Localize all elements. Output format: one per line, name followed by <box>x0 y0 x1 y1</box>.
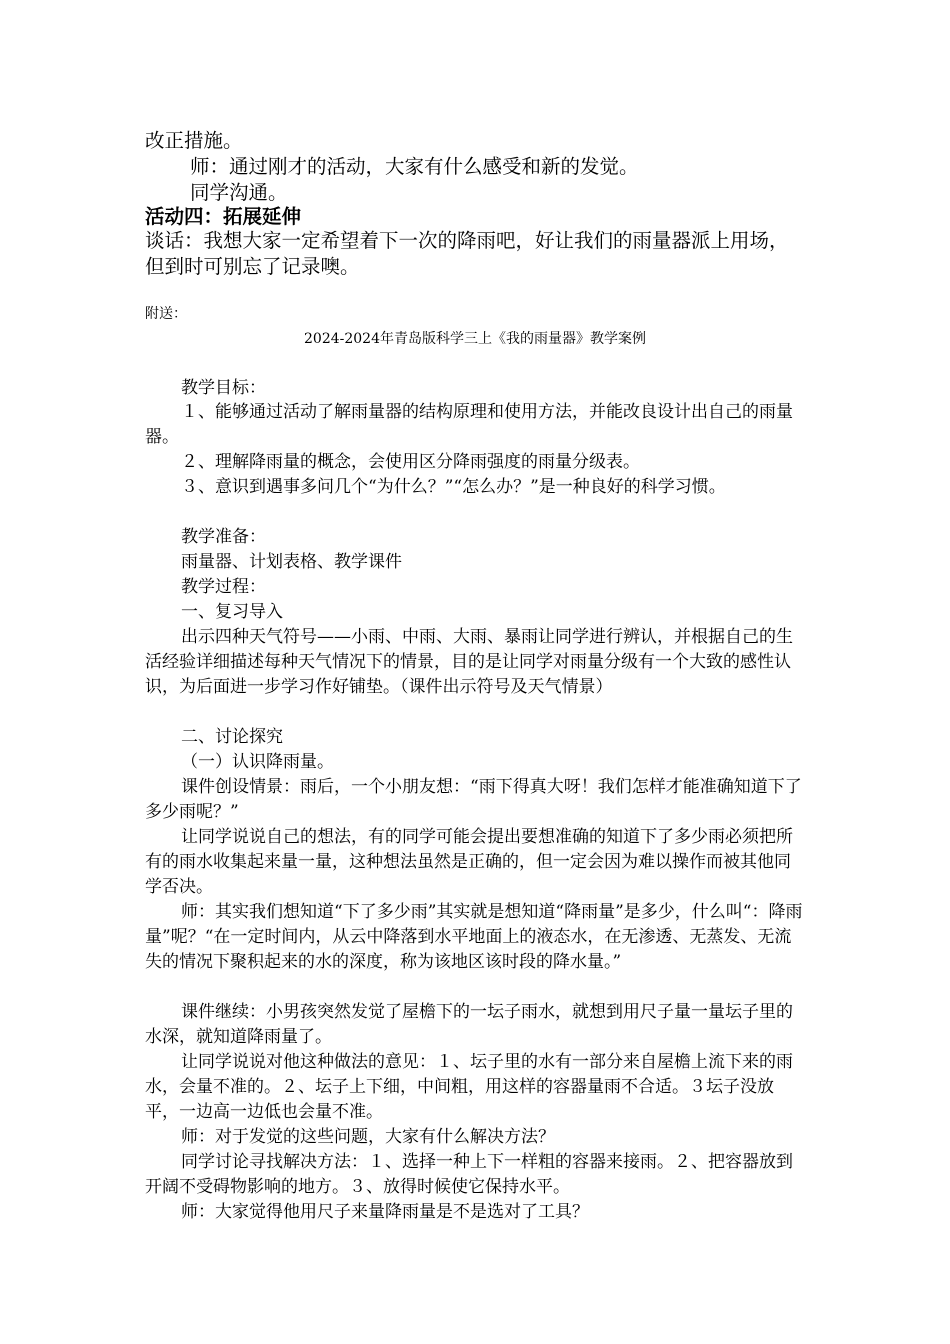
appendix-title: 2024-2024年青岛版科学三上《我的雨量器》教学案例 <box>304 331 646 347</box>
goal-3: ３、意识到遇事多问几个“为什么？”“怎么办？”是一种良好的科学习惯。 <box>181 477 726 497</box>
prep-items: 雨量器、计划表格、教学课件 <box>181 552 402 572</box>
section-1-paragraph: 出示四种天气符号——小雨、中雨、大雨、暴雨让同学进行辨认，并根据自己的生活经验详细描述每种天气情况下的情景，目的是让同学对雨量分级有一个大致的感性认识，为后面进一步学习作好铺垫。（课件出示符号及天气情景） <box>145 627 793 697</box>
paragraph-tool-question: 师：大家觉得他用尺子来量降雨量是不是选对了工具？ <box>181 1202 589 1222</box>
goal-2: ２、理解降雨量的概念，会使用区分降雨强度的雨量分级表。 <box>181 452 640 472</box>
paragraph-scenario: 课件创设情景：雨后，一个小朋友想：“雨下得真大呀！我们怎样才能准确知道下了多少雨呢？” <box>145 777 802 822</box>
section-2-title: 二、讨论探究 <box>181 727 283 747</box>
paragraph-jar: 课件继续：小男孩突然发觉了屋檐下的一坛子雨水，就想到用尺子量一量坛子里的水深，就知道降雨量了。 <box>145 1002 793 1047</box>
paragraph-solutions: 同学讨论寻找解决方法：１、选择一种上下一样粗的容器来接雨。２、把容器放到开阔不受碍物影响的地方。３、放得时候使它保持水平。 <box>145 1152 793 1197</box>
activity-four-heading: 活动四：拓展延伸 <box>145 205 302 228</box>
goals-label: 教学目标： <box>181 378 266 398</box>
prep-label: 教学准备： <box>181 527 266 547</box>
section-1-title: 一、复习导入 <box>181 602 283 622</box>
paragraph-teacher-question: 师：对于发觉的这些问题，大家有什么解决方法？ <box>181 1127 555 1147</box>
paragraph-rainfall-definition: 师：其实我们想知道“下了多少雨”其实就是想知道“降雨量”是多少，什么叫“：降雨量”呢？“在一定时间内，从云中降落到水平地面上的液态水，在无渗透、无蒸发、无流失的情况下聚积起来的水的深度，称为该地区该时段的降水量。” <box>145 902 803 972</box>
appendix-label: 附送： <box>145 306 187 322</box>
teacher-question: 师：通过刚才的活动，大家有什么感受和新的发觉。 <box>190 155 639 178</box>
line-correction: 改正措施。 <box>145 129 243 152</box>
paragraph-student-ideas: 让同学说说自己的想法，有的同学可能会提出要想准确的知道下了多少雨必须把所有的雨水收集起来量一量，这种想法虽然是正确的，但一定会因为难以操作而被其他同学否决。 <box>145 827 793 897</box>
process-label: 教学过程： <box>181 577 266 597</box>
section-2a-title: （一）认识降雨量。 <box>181 752 334 772</box>
goal-1: １、能够通过活动了解雨量器的结构原理和使用方法，并能改良设计出自己的雨量器。 <box>145 402 793 447</box>
paragraph-opinions: 让同学说说对他这种做法的意见：１、坛子里的水有一部分来自屋檐上流下来的雨水，会量不准的。２、坛子上下细，中间粗，用这样的容器量雨不合适。３坛子没放平，一边高一边低也会量不准。 <box>145 1052 793 1122</box>
student-communication: 同学沟通。 <box>190 181 288 204</box>
talk-paragraph: 谈话：我想大家一定希望着下一次的降雨吧，好让我们的雨量器派上用场，但到时可别忘了记录噢。 <box>145 229 789 278</box>
